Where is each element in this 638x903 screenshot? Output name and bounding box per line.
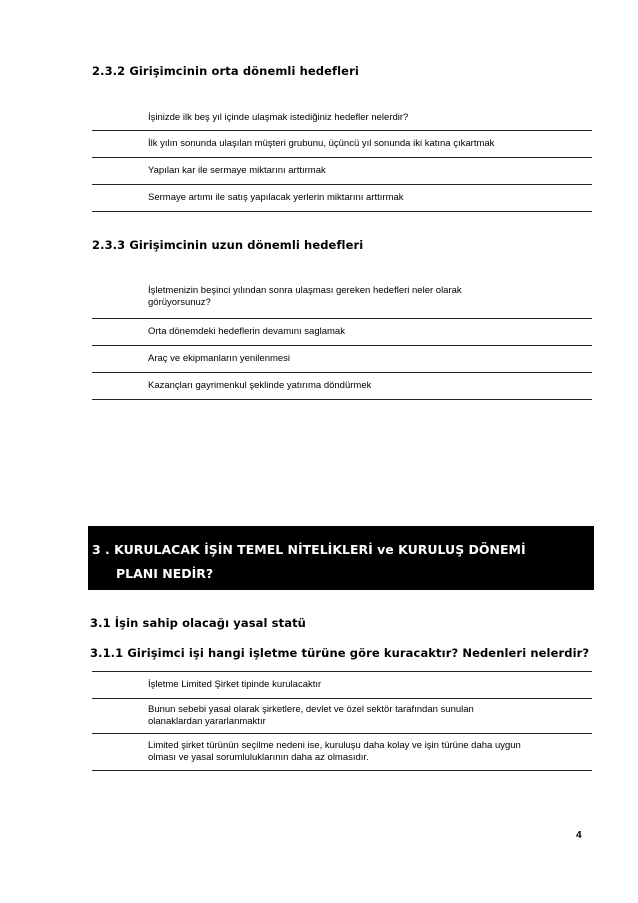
answer-row xyxy=(92,733,592,771)
answer-row xyxy=(92,130,592,158)
answer-row xyxy=(92,184,592,212)
answer-row xyxy=(92,671,592,699)
page-number: 4 xyxy=(576,830,582,841)
answer-text: olması ve yasal sorumluluklarının daha az olmasıdır. xyxy=(148,752,369,763)
answer-text: Araç ve ekipmanların yenilenmesi xyxy=(148,353,291,364)
answer-text: Orta dönemdeki hedeflerin devamını saglamak xyxy=(148,326,345,337)
answer-row xyxy=(92,698,592,734)
question-line: görüyorsunuz? xyxy=(148,297,211,308)
banner-line-2: PLANI NEDİR? xyxy=(116,566,214,581)
question-2-3-2: İşinizde ilk beş yıl içinde ulaşmak istediğiniz hedefler nelerdir? xyxy=(148,112,409,123)
answer-row xyxy=(92,372,592,400)
answer-text: Bunun sebebi yasal olarak şirketlere, devlet ve özel sektör tarafından sunulan xyxy=(148,704,474,715)
answer-text: Sermaye artımı ile satış yapılacak yerlerin miktarını arttırmak xyxy=(148,192,404,203)
answer-text: olanaklardan yararlanmaktır xyxy=(148,716,266,727)
answer-text: Limited şirket türünün seçilme nedeni ise, kuruluşu daha kolay ve işin türüne daha uygun xyxy=(148,740,521,751)
answer-text: İlk yılın sonunda ulaşılan müşteri grubunu, üçüncü yıl sonunda iki katına çıkartmak xyxy=(148,138,495,149)
question-line: İşletmenizin beşinci yılından sonra ulaşması gereken hedefleri neler olarak xyxy=(148,285,462,296)
answer-text: Kazançları gayrimenkul şeklinde yatırıma döndürmek xyxy=(148,380,372,391)
answer-text: İşletme Limited Şirket tipinde kurulacaktır xyxy=(148,679,322,690)
answers-table-3-1-1 xyxy=(92,672,592,771)
heading-3-1: 3.1 İşin sahip olacağı yasal statü xyxy=(90,616,306,630)
answer-text: Yapılan kar ile sermaye miktarını arttırmak xyxy=(148,165,326,176)
answers-table-2-3-3 xyxy=(92,319,592,400)
answer-row xyxy=(92,345,592,373)
heading-2-3-2: 2.3.2 Girişimcinin orta dönemli hedefleri xyxy=(92,64,359,78)
question-2-3-3 xyxy=(148,285,538,309)
answer-row xyxy=(92,318,592,346)
banner-line-1: 3 . KURULACAK İŞİN TEMEL NİTELİKLERİ ve KURULUŞ DÖNEMİ xyxy=(92,542,526,557)
answers-table-2-3-2 xyxy=(92,131,592,212)
heading-2-3-3: 2.3.3 Girişimcinin uzun dönemli hedefleri xyxy=(92,238,364,252)
chapter-banner xyxy=(88,526,594,590)
answer-row xyxy=(92,157,592,185)
heading-3-1-1: 3.1.1 Girişimci işi hangi işletme türüne göre kuracaktır? Nedenleri nelerdir? xyxy=(90,646,590,660)
